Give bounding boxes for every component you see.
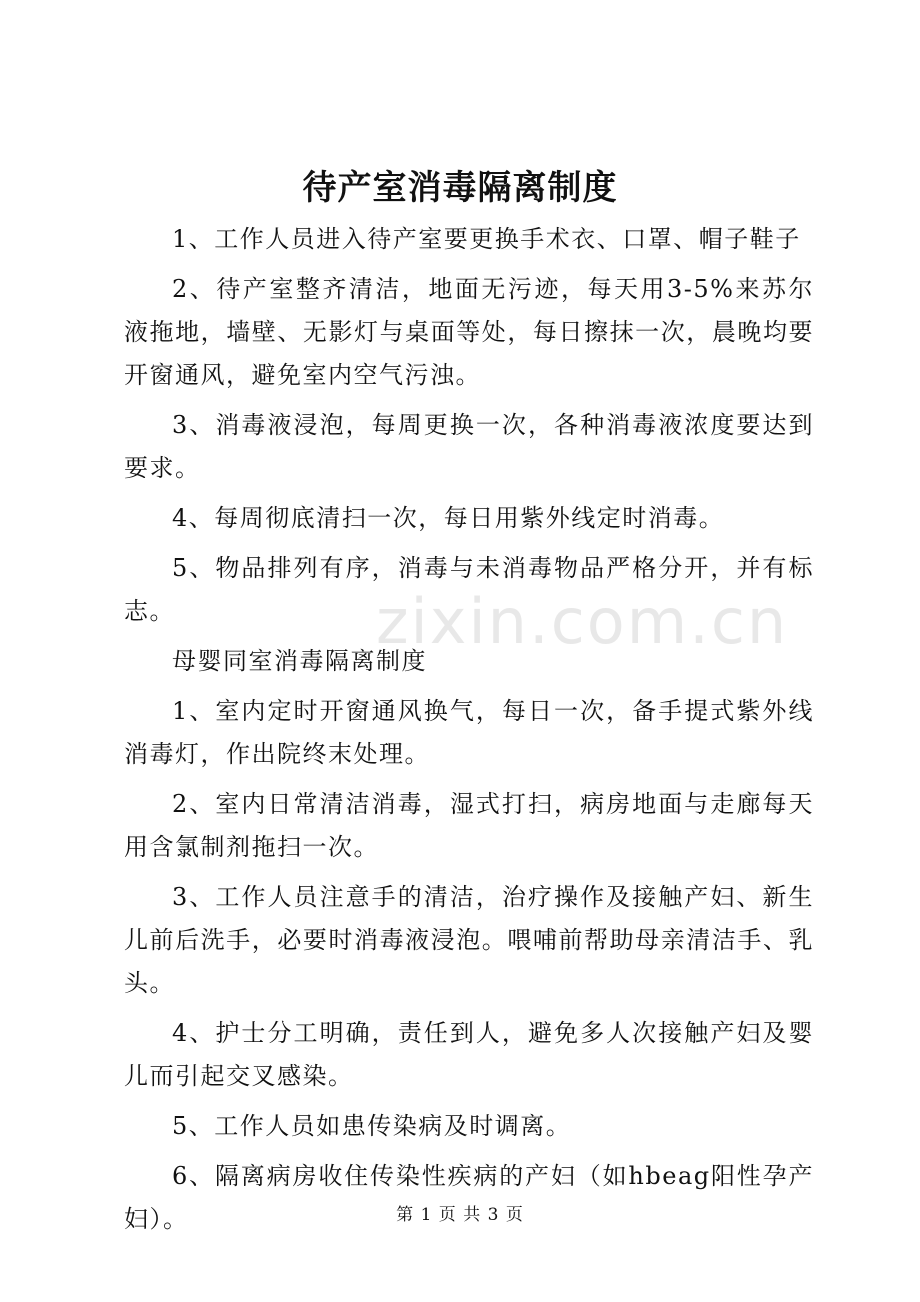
paragraph: 4、每周彻底清扫一次，每日用紫外线定时消毒。 (172, 504, 725, 532)
paragraph: 6、隔离病房收住传染性疾病的产妇（如hbeag阳性孕产妇）。 (124, 1162, 814, 1233)
page-footer: 第 1 页 共 3 页 (396, 1205, 524, 1225)
watermark: zixin.com.cn (376, 585, 789, 658)
paragraph: 5、物品排列有序，消毒与未消毒物品严格分开，并有标志。 (124, 554, 814, 625)
paragraph: 4、护士分工明确，责任到人，避免多人次接触产妇及婴儿而引起交叉感染。 (124, 1019, 814, 1090)
paragraph: 1、工作人员进入待产室要更换手术衣、口罩、帽子鞋子 (172, 225, 801, 253)
section-subheading: 母婴同室消毒隔离制度 (172, 647, 427, 675)
paragraph: 3、消毒液浸泡，每周更换一次，各种消毒液浓度要达到要求。 (124, 411, 814, 482)
paragraph: 2、室内日常清洁消毒，湿式打扫，病房地面与走廊每天用含氯制剂拖扫一次。 (124, 790, 814, 861)
paragraph: 2、待产室整齐清洁，地面无污迹，每天用3-5%来苏尔液拖地，墙壁、无影灯与桌面等处，每日擦抹一次，晨晚均要开窗通风，避免室内空气污浊。 (124, 275, 814, 389)
paragraph: 5、工作人员如患传染病及时调离。 (172, 1112, 572, 1140)
document-body (124, 218, 814, 1248)
paragraph: 1、室内定时开窗通风换气，每日一次，备手提式紫外线消毒灯，作出院终末处理。 (124, 697, 814, 768)
document-title: 待产室消毒隔离制度 (302, 168, 618, 208)
paragraph: 3、工作人员注意手的清洁，治疗操作及接触产妇、新生儿前后洗手，必要时消毒液浸泡。喂哺前帮助母亲清洁手、乳头。 (124, 883, 814, 997)
